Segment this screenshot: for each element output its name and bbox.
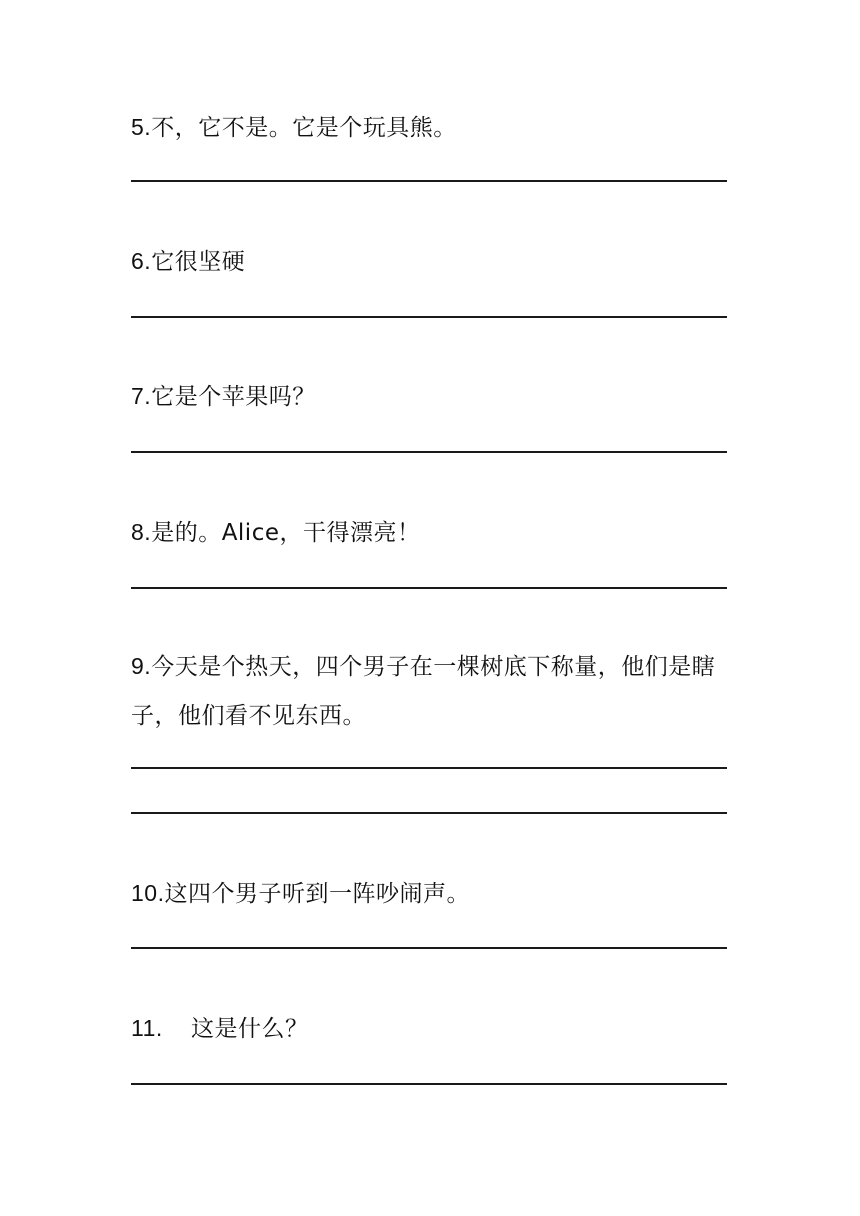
question-6 [131,236,731,287]
answer-line[interactable] [131,316,727,318]
question-number: 5. [131,114,152,140]
answer-line[interactable] [131,1083,727,1085]
question-11 [131,1003,731,1054]
answer-line[interactable] [131,180,727,182]
question-number: 7. [131,383,152,409]
question-text: 是的。Alice，干得漂亮！ [151,520,421,546]
question-number: 11. [131,1015,163,1041]
question-8 [131,507,731,558]
question-5 [131,102,731,153]
question-text: 今天是个热天，四个男子在一棵树底下称量，他们是瞎子，他们看不见东西。 [131,654,716,729]
answer-line[interactable] [131,587,727,589]
question-7 [131,371,731,422]
question-text: 这是什么？ [191,1016,309,1042]
answer-line[interactable] [131,947,727,949]
answer-line[interactable] [131,451,727,453]
question-text: 不，它不是。它是个玩具熊。 [151,115,457,141]
answer-line[interactable] [131,767,727,769]
question-text: 它是个苹果吗？ [151,384,316,410]
question-9 [131,642,731,741]
question-number: 10. [131,880,165,906]
question-number: 8. [131,519,152,545]
question-number: 9. [131,653,152,679]
question-number: 6. [131,248,152,274]
question-text: 它很坚硬 [151,249,246,275]
question-text: 这四个男子听到一阵吵闹声。 [164,881,470,907]
question-10 [131,868,731,919]
answer-line[interactable] [131,812,727,814]
